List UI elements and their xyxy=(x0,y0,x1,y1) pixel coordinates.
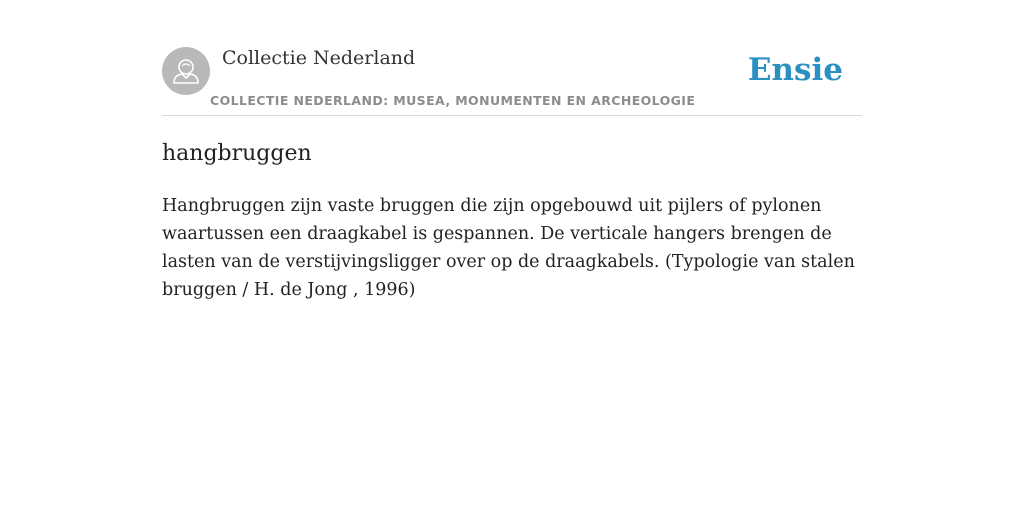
author-name[interactable]: Collectie Nederland xyxy=(222,47,416,69)
ensie-logo[interactable]: Ensie xyxy=(747,52,843,88)
author-avatar[interactable] xyxy=(162,47,210,95)
entry-definition: Hangbruggen zijn vaste bruggen die zijn opgebouwd uit pijlers of pylonen waartussen een draagkabel is gespannen. De verticale hangers brengen de lasten van de verstijvingsligger over op de draagkabels. (Typologie van stalen bruggen / H. de Jong , 1996) xyxy=(162,196,855,300)
entry-card xyxy=(162,0,862,300)
user-silhouette-icon xyxy=(162,47,210,95)
entry-header xyxy=(162,0,862,116)
entry-term: hangbruggen xyxy=(162,141,312,166)
source-label[interactable]: COLLECTIE NEDERLAND: MUSEA, MONUMENTEN EN ARCHEOLOGIE xyxy=(210,93,696,108)
